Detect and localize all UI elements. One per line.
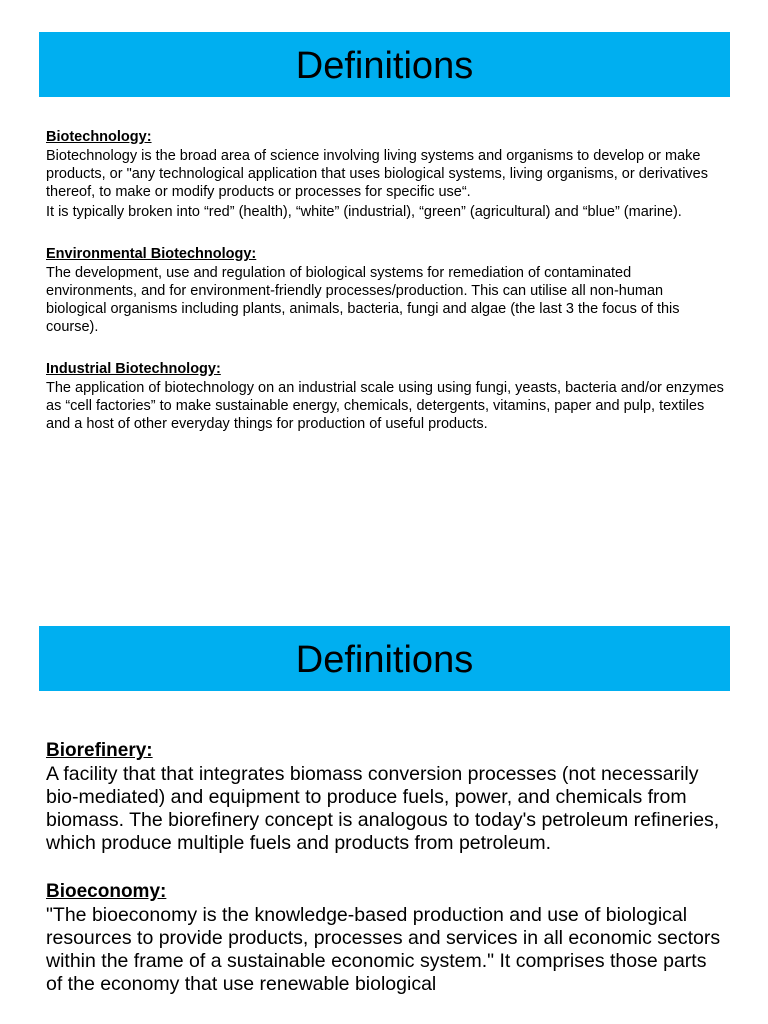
- section-environmental-biotechnology: [46, 245, 726, 336]
- slide-title: Definitions: [295, 638, 474, 681]
- section-paragraph: A facility that that integrates biomass conversion processes (not necessarily bio-mediated) and equipment to produce fuels, power, and chemicals from biomass. The biorefinery concept is analogous to today's petroleum refineries, which produce multiple fuels and products from petroleum.: [46, 763, 720, 854]
- section-paragraph: "The bioeconomy is the knowledge-based production and use of biological resources to provide products, processes and services in all economic sectors within the frame of a sustainable economic system." It comprises those parts of the economy that use renewable biological: [46, 904, 721, 995]
- section-paragraph: Biotechnology is the broad area of science involving living systems and organisms to develop or make products, or "any technological application that uses biological systems, living organisms, or derivatives thereof, to make or modify products or processes for specific use“.: [46, 148, 709, 200]
- section-industrial-biotechnology: [46, 360, 726, 433]
- section-heading: Environmental Biotechnology:: [46, 246, 257, 262]
- slide-definitions-2: [0, 594, 768, 1024]
- slide-title: Definitions: [295, 44, 474, 87]
- section-paragraph: The development, use and regulation of biological systems for remediation of contaminated environments, and for environment-friendly processes/production. This can utilise all non-human biological organisms including plants, animals, bacteria, fungi and algae (the last 3 the focus of this course).: [46, 265, 680, 335]
- slide-content: [46, 128, 726, 433]
- section-paragraph: The application of biotechnology on an industrial scale using using fungi, yeasts, bacteria and/or enzymes as “cell factories” to make sustainable energy, chemicals, detergents, vitamins, paper and pulp, textiles and a host of other everyday things for production of useful products.: [46, 380, 724, 432]
- title-bar: [39, 626, 730, 691]
- section-biotechnology: [46, 128, 726, 221]
- slide-content: [46, 738, 726, 996]
- section-heading: Biotechnology:: [46, 129, 152, 145]
- section-heading: Biorefinery:: [46, 740, 153, 761]
- section-bioeconomy: [46, 879, 726, 996]
- section-biorefinery: [46, 738, 726, 855]
- section-paragraph: It is typically broken into “red” (health), “white” (industrial), “green” (agricultural) and “blue” (marine).: [46, 204, 682, 220]
- section-heading: Industrial Biotechnology:: [46, 361, 221, 377]
- section-heading: Bioeconomy:: [46, 881, 167, 902]
- title-bar: [39, 32, 730, 97]
